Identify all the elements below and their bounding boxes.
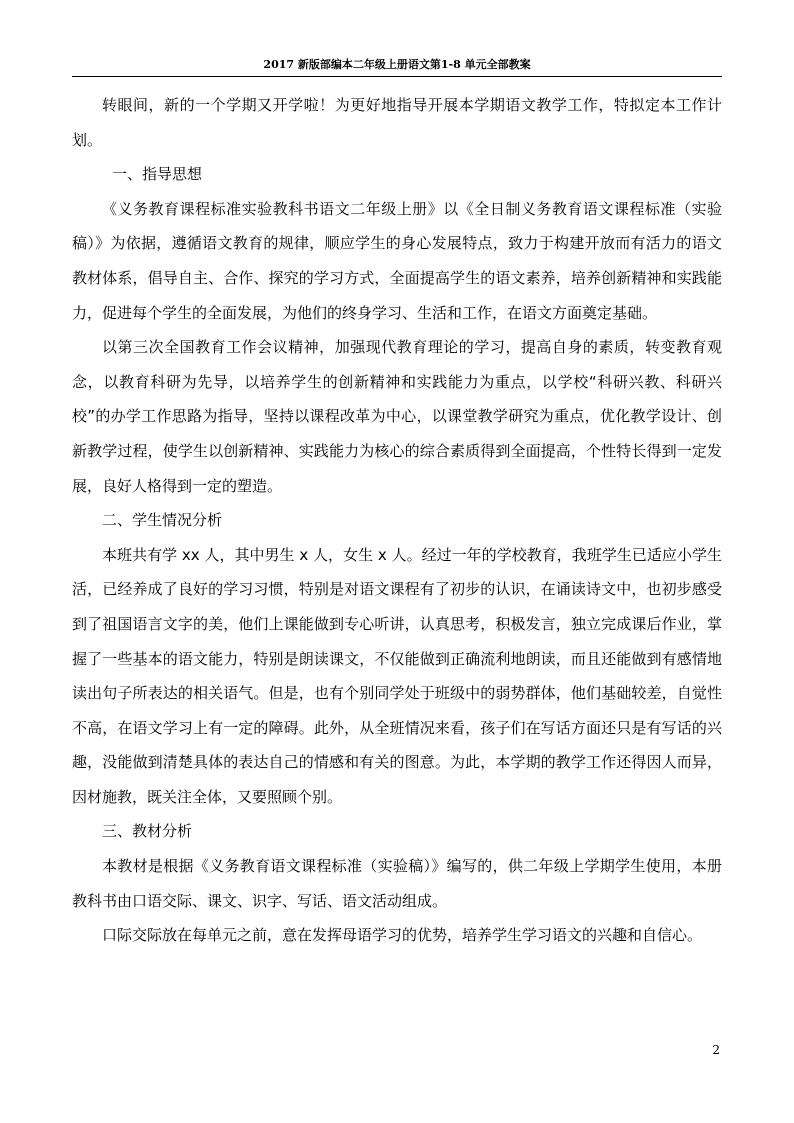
- page-number: 2: [712, 1043, 720, 1057]
- paragraph: 本教材是根据《义务教育语文课程标准（实验稿）》编写的，供二年级上学期学生使用，本册教科书由口语交际、课文、识字、写话、语文活动组成。: [72, 857, 722, 910]
- page-header: 2017 新版部编本二年级上册语文第1-8 单元全部教案: [263, 58, 531, 71]
- document-body: [72, 88, 722, 953]
- section-heading-textbook-analysis: 三、教材分析: [102, 822, 193, 841]
- intro-paragraph: 转眼间，新的一个学期又开学啦！为更好地指导开展本学期语文教学工作，特拟定本工作计划。: [72, 96, 722, 149]
- header-divider: [72, 76, 722, 77]
- paragraph: 本班共有学 xx 人，其中男生 x 人，女生 x 人。经过一年的学校教育，我班学生已适应小学生活，已经养成了良好的学习习惯，特别是对语文课程有了初步的认识，在诵读诗文中，也初步感受到了祖国语言文字的美，他们上课能做到专心听讲，认真思考，积极发言，独立完成课后作业，掌握了一些基本的语文能力，特别是朗读课文，不仅能做到正确流利地朗读，而且还能做到有感情地读出句子所表达的相关语气。但是，也有个别同学处于班级中的弱势群体，他们基础较差，自觉性不高，在语文学习上有一定的障碍。此外，从全班情况来看，孩子们在写话方面还只是有写话的兴趣，没能做到清楚具体的表达自己的情感和有关的图意。为此，本学期的教学工作还得因人而异，因材施教，既关注全体，又要照顾个别。: [72, 545, 722, 806]
- paragraph: 以第三次全国教育工作会议精神，加强现代教育理论的学习，提高自身的素质，转变教育观念，以教育科研为先导，以培养学生的创新精神和实践能力为重点，以学校“科研兴教、科研兴校”的办学工作思路为指导，坚持以课程改革为中心，以课堂教学研究为重点，优化教学设计、创新教学过程，使学生以创新精神、实践能力为核心的综合素质得到全面提高，个性特长得到一定发展，良好人格得到一定的塑造。: [72, 338, 722, 495]
- paragraph: 口际交际放在每单元之前，意在发挥母语学习的优势，培养学生学习语文的兴趣和自信心。: [102, 926, 703, 945]
- paragraph: 《义务教育课程标准实验教科书语文二年级上册》以《全日制义务教育语文课程标准（实验稿）》为依据，遵循语文教育的规律，顺应学生的身心发展特点，致力于构建开放而有活力的语文教材体系，倡导自主、合作、探究的学习方式，全面提高学生的语文素养，培养创新精神和实践能力，促进每个学生的全面发展，为他们的终身学习、生活和工作，在语文方面奠定基础。: [72, 199, 722, 322]
- section-heading-student-analysis: 二、学生情况分析: [102, 511, 223, 530]
- section-heading-guiding-ideology: 一、指导思想: [112, 165, 203, 184]
